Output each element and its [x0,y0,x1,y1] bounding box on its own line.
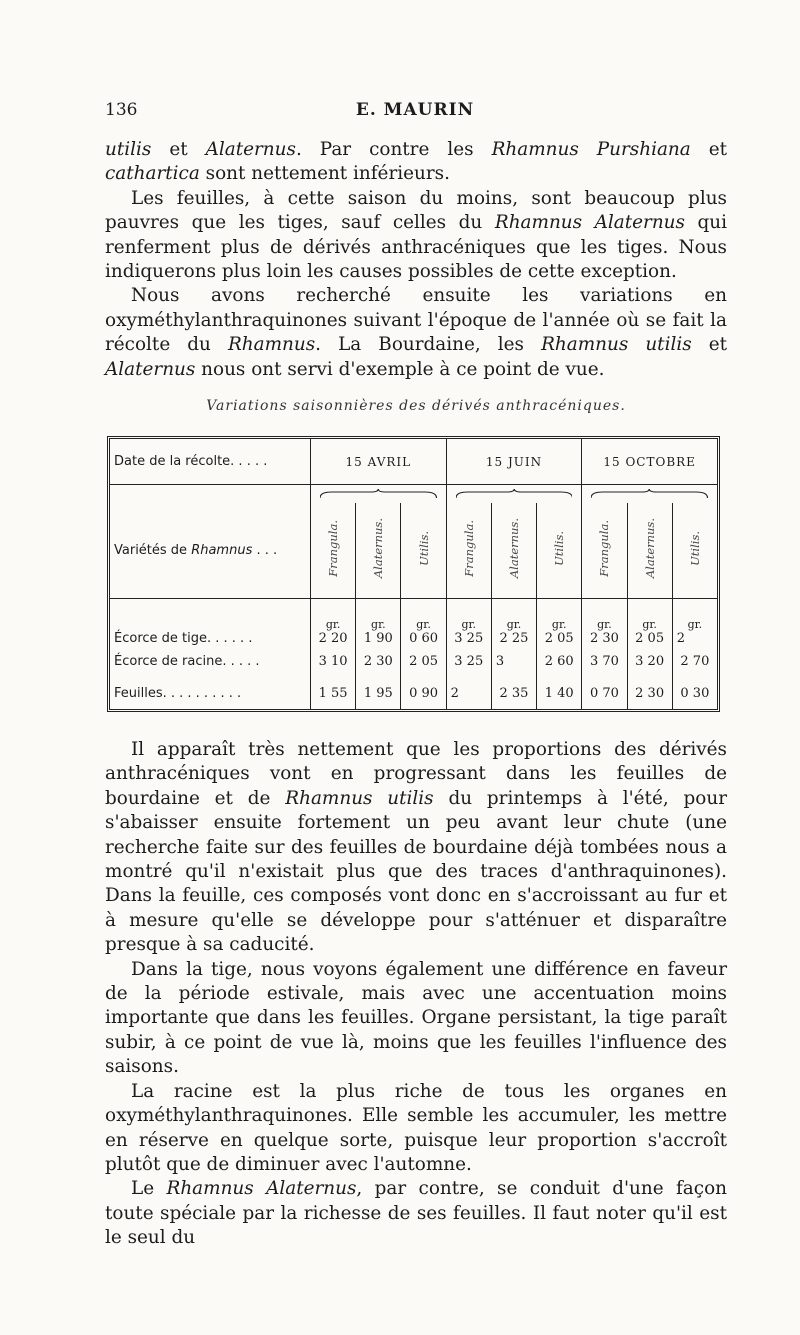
cell-value: 3 25 [446,646,491,678]
text-run: . Par contre les [295,139,492,160]
cell-value: gr. 2 05 [627,598,672,646]
italic-text: Rhamnus Alaternus [494,212,685,234]
variety-header: Frangula. [446,503,491,598]
cell-value: 0 30 [672,678,717,710]
running-head: E. MAURIN [355,100,475,120]
italic-text: Alaternus [105,358,196,380]
cell-value: gr. 2 [672,598,717,646]
cell-value: gr. 2 05 [537,598,582,646]
text-block-top [105,138,727,382]
italic-text: Rhamnus utilis [541,334,692,356]
paragraph [105,958,727,1080]
italic-text: Rhamnus Purshiana [491,139,691,160]
text-run: . La Bourdaine, les [315,334,542,356]
cell-value: 1 55 [311,678,356,710]
text-run: Le [131,1178,167,1200]
paragraph [105,138,727,187]
unit-label: gr. [597,618,612,631]
page-header [105,100,725,126]
table-caption: Variations saisonnières des dérivés anthracéniques. [206,398,626,414]
cell-value: 2 60 [537,646,582,678]
brace-row [110,485,717,504]
italic-text: Rhamnus [227,334,316,356]
unit-label: gr. [461,618,477,631]
cell-value: 3 20 [627,646,672,678]
table-row [110,598,717,646]
variety-header: Utilis. [672,503,717,598]
text-run: et [690,139,728,160]
varieties-label: Variétés de Rhamnus . . . [114,542,278,558]
cell-value: gr. 0 60 [401,598,446,646]
variety-header: Alaternus. [491,503,536,598]
paragraph [105,187,727,285]
text-run: sont nettement inférieurs. [199,163,450,185]
text-run: Les feuilles, à cette saison du moins, sont beaucoup plus pauvres que les tiges, sauf celles du [105,187,727,234]
row-label: Écorce de tige. . . . . . [110,598,311,646]
cell-value: 2 35 [491,678,536,710]
unit-label: gr. [371,618,386,631]
cell-value: gr. 3 25 [446,598,491,646]
variety-header: Utilis. [401,503,446,598]
cell-value: gr. 2 30 [582,598,627,646]
text-run: qui renferment plus de dérivés anthracéniques que les tiges. Nous indiquerons plus loin les causes possibles de cette exception. [105,212,728,283]
period-header: 15 JUIN [446,439,582,485]
varieties-row [110,503,717,598]
variety-header: Alaternus. [627,503,672,598]
table-row [110,678,717,710]
unit-label: gr. [416,618,431,631]
table-row [110,646,717,678]
cell-value: 0 90 [401,678,446,710]
cell-value: 1 40 [537,678,582,710]
paragraph [105,738,727,958]
cell-value: 3 10 [311,646,356,678]
cell-value: 0 70 [582,678,627,710]
variety-header: Frangula. [582,503,627,598]
cell-value: gr. 1 90 [356,598,401,646]
text-run: , par contre, se conduit d'une façon toute spéciale par la richesse de ses feuilles. Il faut noter qu'il est le seul du [105,1178,727,1249]
brace-icon [311,485,447,504]
date-row [110,439,717,485]
text-run: Il apparaît très nettement que les proportions des dérivés anthracéniques vont en progressant dans les feuilles de bourdaine et de [105,739,727,809]
brace-icon [582,485,717,504]
text-block-bottom [105,738,727,1251]
unit-label: gr. [325,618,341,631]
seasonal-variation-table [107,436,720,712]
text-run: et [691,334,728,356]
period-header: 15 AVRIL [311,439,447,485]
variety-header: Utilis. [537,503,582,598]
text-run: et [151,139,206,160]
italic-text: Alaternus [205,139,296,160]
data-table [110,439,717,709]
text-run: nous ont servi d'exemple à ce point de vue. [195,358,605,380]
cell-value: 1 95 [356,678,401,710]
text-run: du printemps à l'été, pour s'abaisser ensuite fortement un peu avant leur chute (une recherche faite sur des feuilles de bourdaine déjà tombées nous a montré qu'il n'existait plus que des traces d'anthraquinones). Dans la feuille, ces composés vont donc en s'accroissant au fur et à mesure qu'elle se développe pour s'atténuer et disparaître presque à sa caducité. [105,787,727,956]
cell-value: 2 30 [627,678,672,710]
brace-icon [446,485,582,504]
variety-header: Frangula. [311,503,356,598]
unit-label: gr. [506,618,522,631]
cell-value: 2 05 [401,646,446,678]
paragraph [105,1177,727,1250]
cell-value: 3 70 [582,646,627,678]
italic-text: utilis [105,139,152,160]
italic-text: cathartica [105,163,200,185]
period-header: 15 OCTOBRE [582,439,717,485]
cell-value: 3 [491,646,536,678]
unit-label: gr. [551,618,567,631]
text-run: Dans la tige, nous voyons également une différence en faveur de la période estivale, mais avec une accentuation moins importante que dans les feuilles. Organe persistant, la tige paraît subir, à ce point de vue là, moins que les feuilles l'influence des saisons. [105,958,727,1078]
variety-header: Alaternus. [356,503,401,598]
cell-value: gr. 2 20 [311,598,356,646]
page-number: 136 [105,100,138,120]
paragraph [105,284,727,382]
unit-label: gr. [687,618,703,631]
cell-value: 2 [446,678,491,710]
italic-text: Rhamnus Alaternus [166,1178,357,1200]
text-run: La racine est la plus riche de tous les organes en oxyméthylanthraquinones. Elle semble les accumuler, les mettre en réserve en quelque sorte, puisque leur proportion s'accroît plutôt que de diminuer avec l'automne. [105,1080,727,1175]
cell-value: gr. 2 25 [491,598,536,646]
paragraph [105,1080,727,1178]
date-label: Date de la récolte. . . . . [114,454,268,470]
row-label: Écorce de racine. . . . . [114,654,260,670]
unit-label: gr. [642,618,657,631]
text-run: Nous avons recherché ensuite les variations en oxyméthylanthraquinones suivant l'époque de l'année où se fait la récolte du [105,285,727,356]
cell-value: 2 70 [672,646,717,678]
italic-text: Rhamnus utilis [285,787,434,809]
row-label: Feuilles. . . . . . . . . . [114,685,242,701]
cell-value: 2 30 [356,646,401,678]
